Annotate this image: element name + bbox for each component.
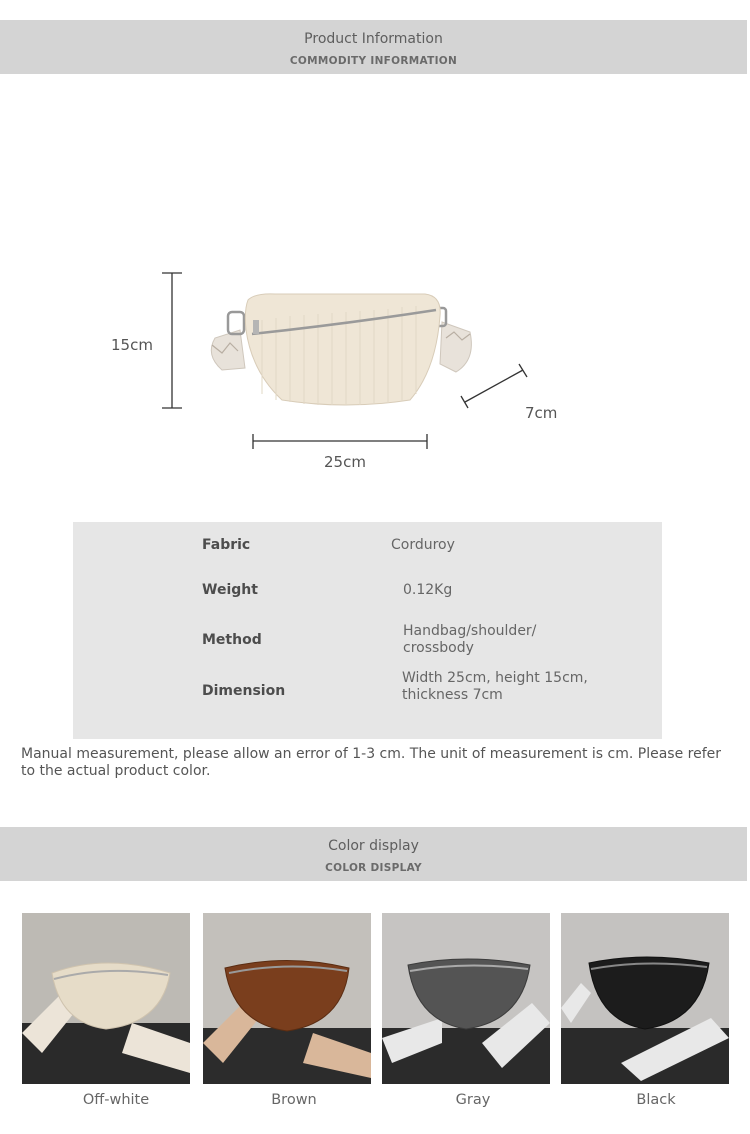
- width-label: 25cm: [324, 453, 366, 471]
- color-swatch-black[interactable]: [561, 913, 729, 1084]
- color-display-banner: [0, 827, 747, 881]
- color-label-brown: Brown: [271, 1092, 317, 1108]
- black-bag-image: [561, 913, 729, 1084]
- color-swatch-gray[interactable]: [382, 913, 550, 1084]
- spec-value-dimension: Width 25cm, height 15cm, thickness 7cm: [402, 670, 588, 703]
- product-info-subtitle: COMMODITY INFORMATION: [289, 55, 458, 67]
- product-dimension-diagram: [0, 260, 750, 480]
- color-label-off-white: Off-white: [82, 1092, 150, 1108]
- color-label-gray: Gray: [455, 1092, 491, 1108]
- color-label-black: Black: [636, 1092, 676, 1108]
- spec-value-weight: 0.12Kg: [403, 582, 453, 598]
- off-white-bag-image: [22, 913, 190, 1084]
- color-display-subtitle: COLOR DISPLAY: [325, 862, 422, 874]
- product-info-title: Product Information: [304, 31, 443, 47]
- gray-bag-image: [382, 913, 550, 1084]
- color-display-title: Color display: [328, 838, 419, 854]
- spec-table: [73, 522, 662, 739]
- depth-label: 7cm: [525, 404, 558, 422]
- spec-label-method: Method: [202, 632, 262, 648]
- brown-bag-image: [203, 913, 371, 1084]
- spec-value-method: Handbag/shoulder/ crossbody: [403, 623, 537, 656]
- product-info-banner: [0, 20, 747, 74]
- height-label: 15cm: [111, 336, 153, 354]
- spec-label-fabric: Fabric: [202, 537, 251, 553]
- spec-label-dimension: Dimension: [202, 683, 286, 699]
- measurement-note: Manual measurement, please allow an error of 1-3 cm. The unit of measurement is cm. Please refer to the actual product color.: [21, 746, 722, 779]
- color-swatch-off-white[interactable]: [22, 913, 190, 1084]
- spec-label-weight: Weight: [202, 582, 258, 598]
- spec-value-fabric: Corduroy: [391, 537, 455, 553]
- color-swatch-brown[interactable]: [203, 913, 371, 1084]
